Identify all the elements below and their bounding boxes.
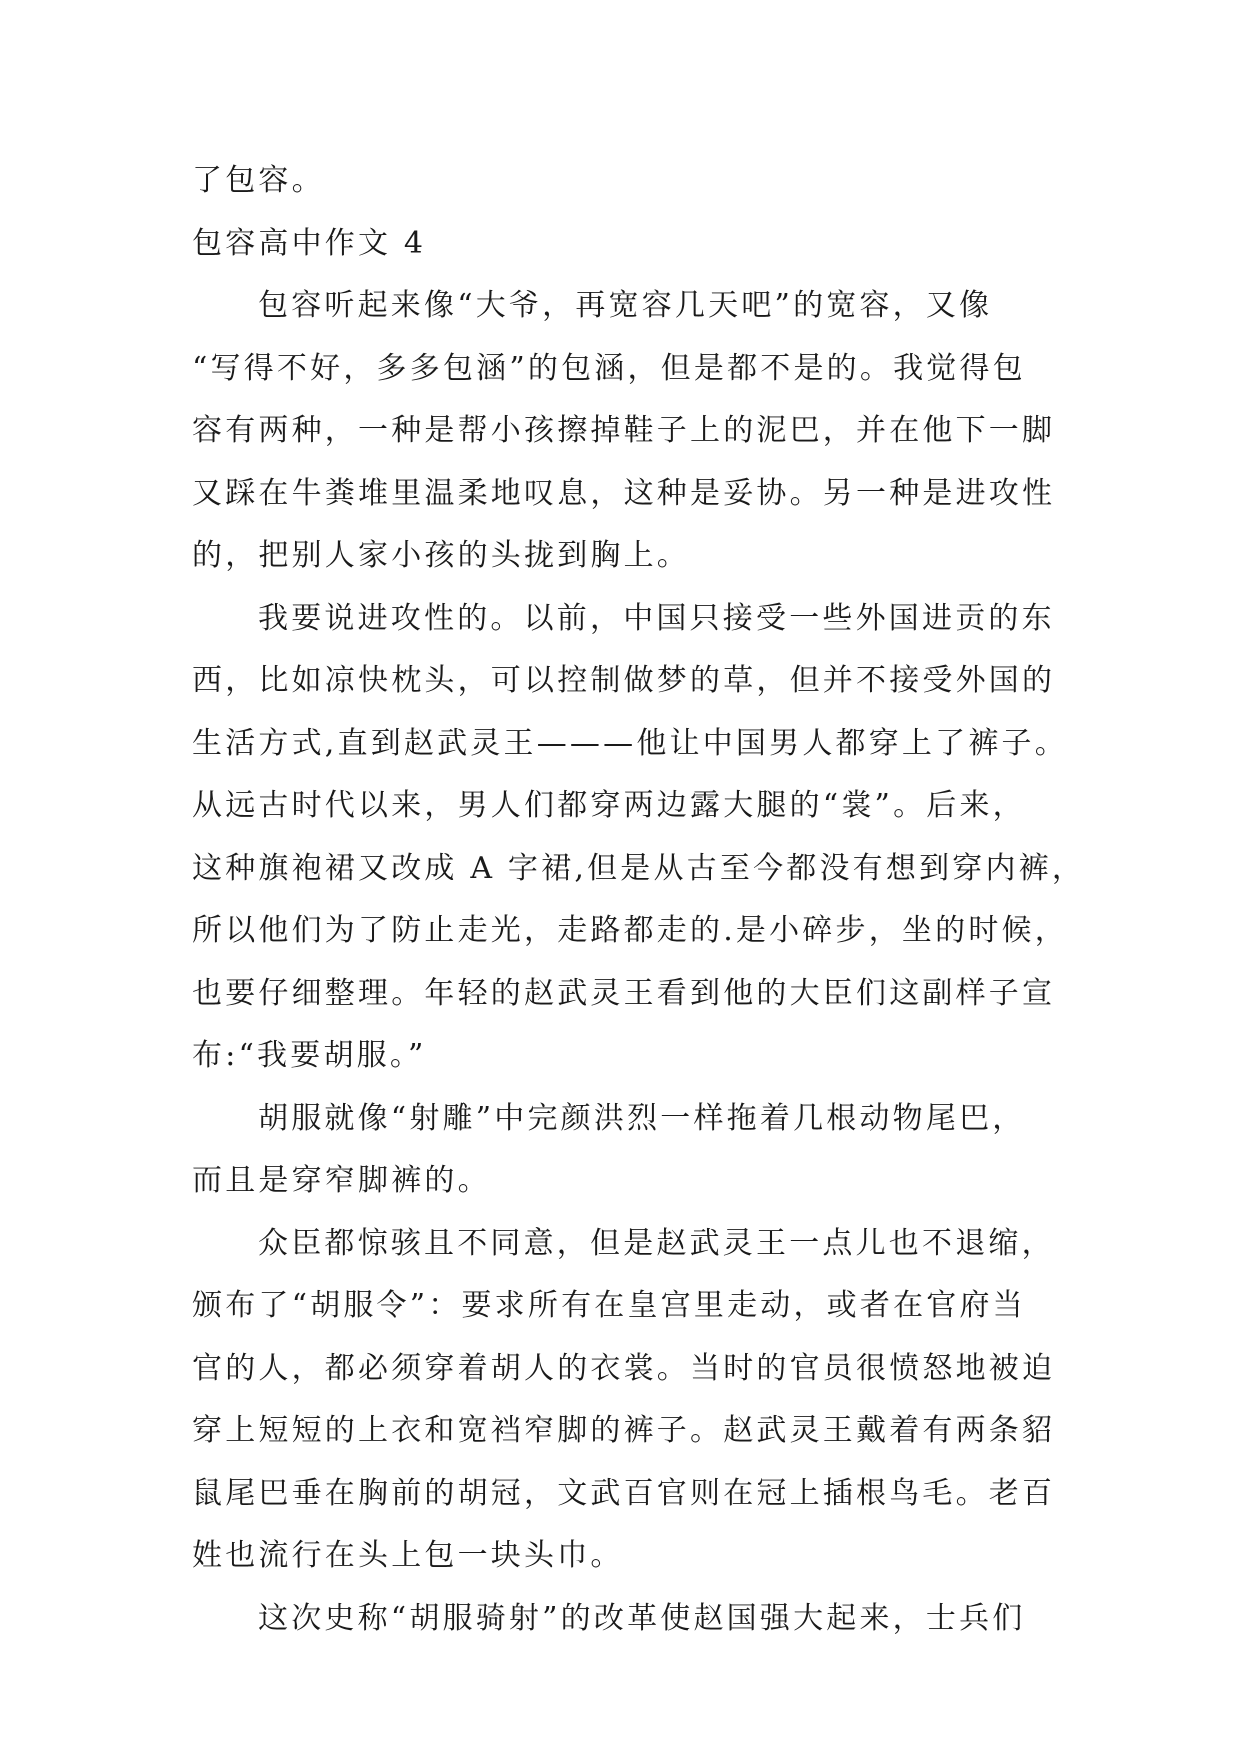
text-line: 生活方式,直到赵武灵王———他让中国男人都穿上了裤子。 — [192, 725, 1068, 761]
text-line: 也要仔细整理。年轻的赵武灵王看到他的大臣们这副样子宣 — [192, 975, 1056, 1011]
paragraph-first-line: 我要说进攻性的。以前，中国只接受一些外国进贡的东 — [258, 600, 1055, 636]
text-line: 官的人，都必须穿着胡人的衣裳。当时的官员很愤怒地被迫 — [192, 1350, 1056, 1386]
text-line: 所以他们为了防止走光，走路都走的.是小碎步，坐的时候， — [192, 913, 1068, 948]
text-line: 西，比如凉快枕头，可以控制做梦的草，但并不接受外国的 — [192, 663, 1056, 698]
paragraph-first-line: 包容听起来像“大爷，再宽容几天吧”的宽容，又像 — [258, 288, 993, 323]
paragraph-first-line: 胡服就像“射雕”中完颜洪烈一样拖着几根动物尾巴， — [258, 1100, 1026, 1136]
text-line: 穿上短短的上衣和宽裆窄脚的裤子。赵武灵王戴着有两条貂 — [192, 1413, 1056, 1448]
document-body — [192, 150, 1086, 1650]
paragraph-first-line: 众臣都惊骇且不同意，但是赵武灵王一点儿也不退缩， — [258, 1225, 1055, 1261]
text-line: 姓也流行在头上包一块头巾。 — [192, 1538, 624, 1573]
section-heading: 包容高中作文 4 — [192, 225, 427, 261]
text-line: 又踩在牛粪堆里温柔地叹息，这种是妥协。另一种是进攻性 — [192, 475, 1056, 511]
text-line: 从远古时代以来，男人们都穿两边露大腿的“裳”。后来， — [192, 788, 1026, 823]
text-line: 了包容。 — [192, 163, 325, 198]
text-line: 容有两种，一种是帮小孩擦掉鞋子上的泥巴，并在他下一脚 — [192, 413, 1056, 448]
text-line: 这种旗袍裙又改成 A 字裙,但是从古至今都没有想到穿内裤， — [192, 850, 1086, 886]
text-line: 布:“我要胡服。” — [192, 1038, 427, 1073]
text-line: 而且是穿窄脚裤的。 — [192, 1163, 491, 1198]
paragraph-first-line: 这次史称“胡服骑射”的改革使赵国强大起来，士兵们 — [258, 1600, 1026, 1636]
text-line: “写得不好，多多包涵”的包涵，但是都不是的。我觉得包 — [192, 350, 1026, 386]
text-line: 鼠尾巴垂在胸前的胡冠，文武百官则在冠上插根鸟毛。老百 — [192, 1475, 1056, 1511]
text-line: 颁布了“胡服令”：要求所有在皇宫里走动，或者在官府当 — [192, 1288, 1026, 1323]
text-line: 的，把别人家小孩的头拢到胸上。 — [192, 538, 690, 573]
